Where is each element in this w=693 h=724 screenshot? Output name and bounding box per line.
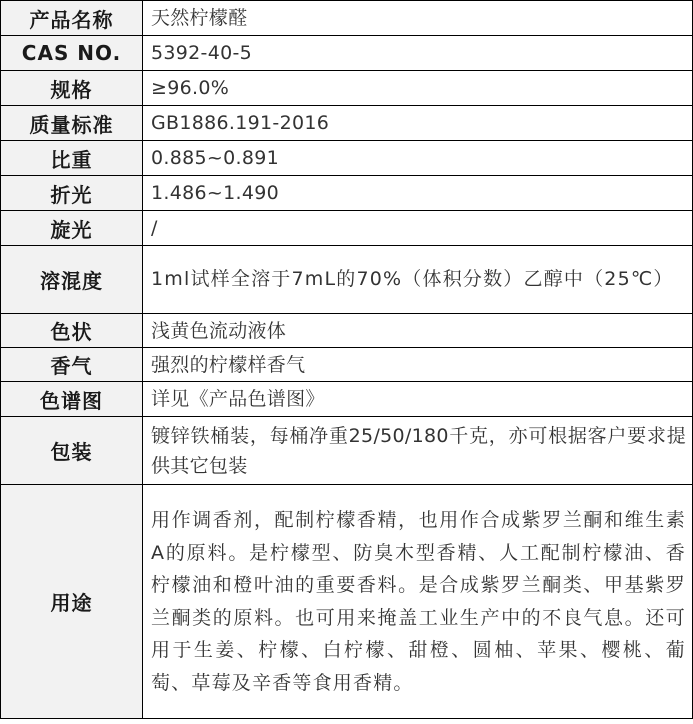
- spec-row-packaging: [1, 417, 693, 485]
- spec-row-product-name: [1, 1, 693, 36]
- spec-label: 溶混度: [1, 246, 143, 314]
- spec-row-refractive-index: [1, 176, 693, 211]
- spec-row-quality-standard: [1, 106, 693, 141]
- spec-value: 天然柠檬醛: [143, 1, 693, 36]
- spec-label: 香气: [1, 348, 143, 382]
- spec-row-optical-rotation: [1, 211, 693, 246]
- spec-value: 1.486~1.490: [143, 176, 693, 211]
- spec-value: 强烈的柠檬样香气: [143, 348, 693, 382]
- spec-row-odor: [1, 348, 693, 382]
- spec-value: 0.885~0.891: [143, 141, 693, 176]
- spec-label: 旋光: [1, 211, 143, 246]
- spec-row-specification: [1, 71, 693, 106]
- spec-value: ≥96.0%: [143, 71, 693, 106]
- spec-value: 用作调香剂，配制柠檬香精，也用作合成紫罗兰酮和维生素A的原料。是柠檬型、防臭木型香精、人工配制柠檬油、香柠檬油和橙叶油的重要香料。是合成紫罗兰酮类、甲基紫罗兰酮类的原料。也可用来掩盖工业生产中的不良气息。还可用于生姜、柠檬、白柠檬、甜橙、圆柚、苹果、樱桃、葡萄、草莓及辛香等食用香精。: [143, 485, 693, 719]
- spec-row-solubility: [1, 246, 693, 314]
- spec-label: 比重: [1, 141, 143, 176]
- spec-label: CAS NO.: [1, 36, 143, 71]
- spec-value: 1ml试样全溶于7mL的70%（体积分数）乙醇中（25℃）: [143, 246, 693, 314]
- spec-row-chromatogram: [1, 382, 693, 417]
- spec-value: 详见《产品色谱图》: [143, 382, 693, 417]
- spec-value: /: [143, 211, 693, 246]
- spec-label: 色状: [1, 314, 143, 348]
- spec-value: GB1886.191-2016: [143, 106, 693, 141]
- spec-value: 镀锌铁桶装，每桶净重25/50/180千克，亦可根据客户要求提供其它包装: [143, 417, 693, 485]
- spec-label: 折光: [1, 176, 143, 211]
- spec-label: 包装: [1, 417, 143, 485]
- spec-label: 用途: [1, 485, 143, 719]
- spec-label: 产品名称: [1, 1, 143, 36]
- spec-row-specific-gravity: [1, 141, 693, 176]
- spec-label: 质量标准: [1, 106, 143, 141]
- spec-row-appearance: [1, 314, 693, 348]
- spec-value: 5392-40-5: [143, 36, 693, 71]
- spec-row-application: [1, 485, 693, 719]
- spec-value: 浅黄色流动液体: [143, 314, 693, 348]
- spec-label: 色谱图: [1, 382, 143, 417]
- spec-label: 规格: [1, 71, 143, 106]
- spec-row-cas-no: [1, 36, 693, 71]
